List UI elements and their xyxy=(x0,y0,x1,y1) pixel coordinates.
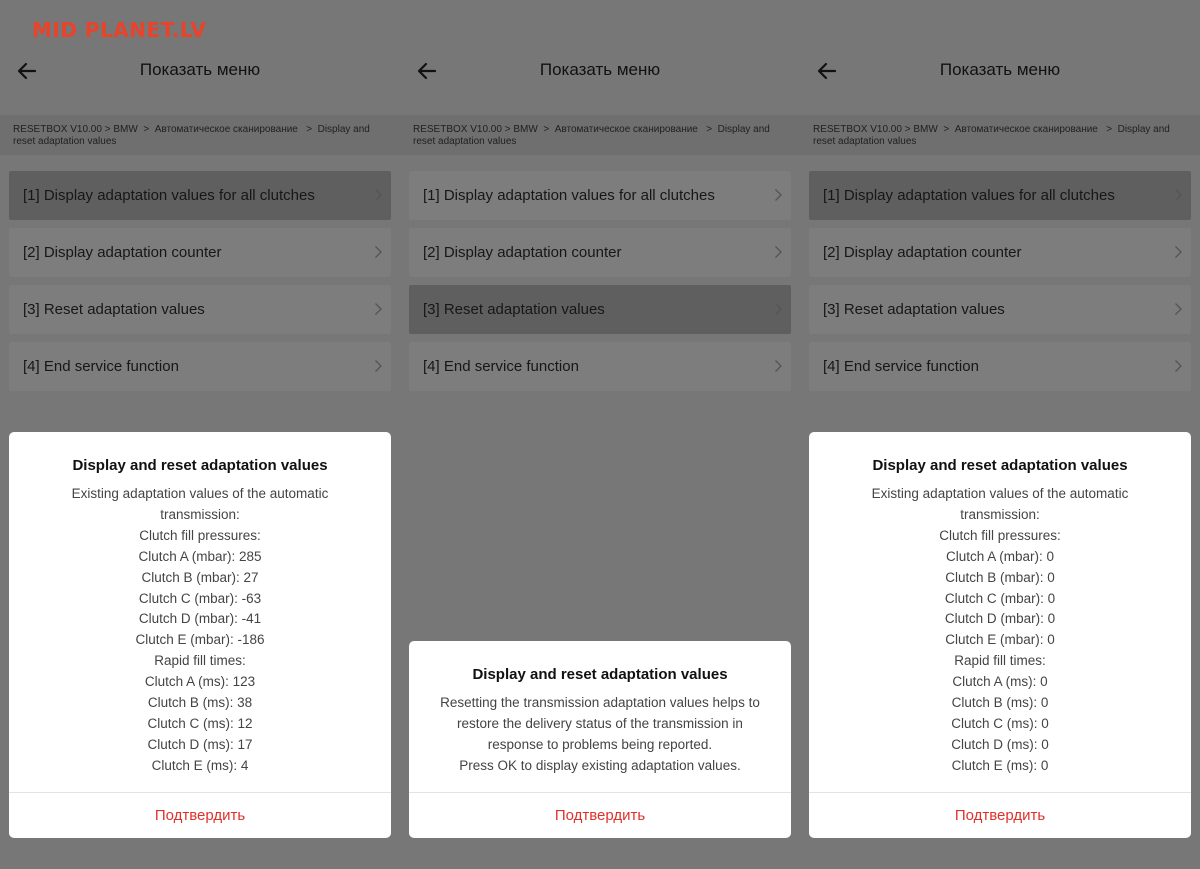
menu-item-label: [3] Reset adaptation values xyxy=(823,301,1005,318)
dialog-line: Clutch A (mbar): 285 xyxy=(138,548,262,564)
dialog-line: Resetting the transmission adaptation values helps to restore the delivery status of the transmission in response to problems being reported. xyxy=(440,695,760,752)
dialog-line: Clutch D (mbar): -41 xyxy=(138,611,262,627)
menu-item-display-adaptation-values[interactable] xyxy=(809,171,1191,220)
chevron-right-icon xyxy=(774,188,783,202)
dialog-title: Display and reset adaptation values xyxy=(872,457,1128,474)
chevron-right-icon xyxy=(374,302,383,316)
dialog-body xyxy=(839,484,1161,777)
breadcrumb-bar xyxy=(800,115,1200,155)
menu-item-reset-adaptation-values[interactable] xyxy=(409,285,791,334)
reset-info-dialog xyxy=(409,641,791,838)
dialog-line: Clutch A (ms): 0 xyxy=(952,674,1048,690)
dialog-line: Existing adaptation values of the automatic transmission: xyxy=(871,486,1129,522)
dialog-line: Clutch B (mbar): 27 xyxy=(141,569,259,585)
menu-item-display-adaptation-counter[interactable] xyxy=(409,228,791,277)
dialog-line: Clutch fill pressures: xyxy=(939,527,1061,543)
watermark-logo: MID PLANET.LV xyxy=(32,18,207,42)
chevron-right-icon xyxy=(374,188,383,202)
menu-item-label: [2] Display adaptation counter xyxy=(423,244,622,261)
confirm-button[interactable]: Подтвердить xyxy=(154,807,246,824)
confirm-button[interactable]: Подтвердить xyxy=(554,807,646,824)
menu-item-label: [2] Display adaptation counter xyxy=(23,244,222,261)
dialog-line: Existing adaptation values of the automatic transmission: xyxy=(71,486,329,522)
dialog-body xyxy=(439,693,761,777)
page-title: Показать меню xyxy=(539,60,661,79)
breadcrumb: RESETBOX V10.00 > BMW > Автоматическое сканирование > Display and reset adaptation values xyxy=(813,124,1173,147)
menu-item-label: [2] Display adaptation counter xyxy=(823,244,1022,261)
chevron-right-icon xyxy=(774,359,783,373)
chevron-right-icon xyxy=(774,245,783,259)
dialog-title: Display and reset adaptation values xyxy=(72,457,328,474)
chevron-right-icon xyxy=(1174,359,1183,373)
dialog-title: Display and reset adaptation values xyxy=(472,666,728,683)
menu-item-label: [3] Reset adaptation values xyxy=(423,301,605,318)
chevron-right-icon xyxy=(1174,302,1183,316)
confirm-button[interactable]: Подтвердить xyxy=(954,807,1046,824)
screen-panel-3 xyxy=(800,0,1200,869)
menu-item-label: [1] Display adaptation values for all clutches xyxy=(423,187,715,204)
menu-item-label: [1] Display adaptation values for all clutches xyxy=(823,187,1115,204)
dialog-line: Clutch A (mbar): 0 xyxy=(945,548,1055,564)
page-title: Показать меню xyxy=(939,60,1061,79)
menu-item-label: [4] End service function xyxy=(823,358,979,375)
dialog-line: Clutch C (ms): 12 xyxy=(147,715,253,731)
dialog-line: Rapid fill times: xyxy=(954,653,1046,669)
adaptation-values-dialog xyxy=(809,432,1191,838)
dialog-line: Clutch E (mbar): -186 xyxy=(135,632,265,648)
top-bar xyxy=(0,50,400,92)
dialog-body xyxy=(39,484,361,777)
menu-item-label: [3] Reset adaptation values xyxy=(23,301,205,318)
chevron-right-icon xyxy=(374,359,383,373)
menu-item-end-service-function[interactable] xyxy=(409,342,791,391)
menu-item-end-service-function[interactable] xyxy=(9,342,391,391)
menu-item-reset-adaptation-values[interactable] xyxy=(809,285,1191,334)
dialog-line: Rapid fill times: xyxy=(154,653,246,669)
dialog-line: Clutch C (mbar): -63 xyxy=(138,590,262,606)
menu-item-label: [1] Display adaptation values for all clutches xyxy=(23,187,315,204)
dialog-line: Clutch A (ms): 123 xyxy=(144,674,256,690)
dialog-line: Clutch B (ms): 0 xyxy=(951,695,1049,711)
dialog-line: Clutch D (mbar): 0 xyxy=(944,611,1056,627)
screen-panel-1 xyxy=(0,0,400,869)
dialog-line: Clutch C (mbar): 0 xyxy=(944,590,1056,606)
page-title: Показать меню xyxy=(139,60,261,79)
screen-panel-2 xyxy=(400,0,800,869)
adaptation-values-dialog xyxy=(9,432,391,838)
menu-item-label: [4] End service function xyxy=(23,358,179,375)
menu-item-display-adaptation-values[interactable] xyxy=(409,171,791,220)
top-bar xyxy=(400,50,800,92)
dialog-line: Clutch B (mbar): 0 xyxy=(945,569,1055,585)
breadcrumb: RESETBOX V10.00 > BMW > Автоматическое сканирование > Display and reset adaptation values xyxy=(413,124,773,147)
dialog-line: Clutch E (ms): 4 xyxy=(151,757,249,773)
breadcrumb-bar xyxy=(400,115,800,155)
dialog-line: Clutch D (ms): 0 xyxy=(951,736,1049,752)
menu-item-display-adaptation-counter[interactable] xyxy=(809,228,1191,277)
menu-item-label: [4] End service function xyxy=(423,358,579,375)
dialog-line: Clutch C (ms): 0 xyxy=(951,715,1049,731)
menu-item-end-service-function[interactable] xyxy=(809,342,1191,391)
chevron-right-icon xyxy=(374,245,383,259)
top-bar xyxy=(800,50,1200,92)
dialog-line: Clutch fill pressures: xyxy=(139,527,261,543)
menu-item-display-adaptation-values[interactable] xyxy=(9,171,391,220)
chevron-right-icon xyxy=(1174,188,1183,202)
chevron-right-icon xyxy=(774,302,783,316)
dialog-line: Clutch E (mbar): 0 xyxy=(945,632,1055,648)
breadcrumb-bar xyxy=(0,115,400,155)
menu-item-display-adaptation-counter[interactable] xyxy=(9,228,391,277)
breadcrumb: RESETBOX V10.00 > BMW > Автоматическое сканирование > Display and reset adaptation values xyxy=(13,124,373,147)
chevron-right-icon xyxy=(1174,245,1183,259)
menu-item-reset-adaptation-values[interactable] xyxy=(9,285,391,334)
dialog-line: Clutch B (ms): 38 xyxy=(147,695,253,711)
dialog-line: Clutch D (ms): 17 xyxy=(147,736,253,752)
dialog-line: Clutch E (ms): 0 xyxy=(951,757,1049,773)
dialog-line: Press OK to display existing adaptation values. xyxy=(459,757,741,773)
